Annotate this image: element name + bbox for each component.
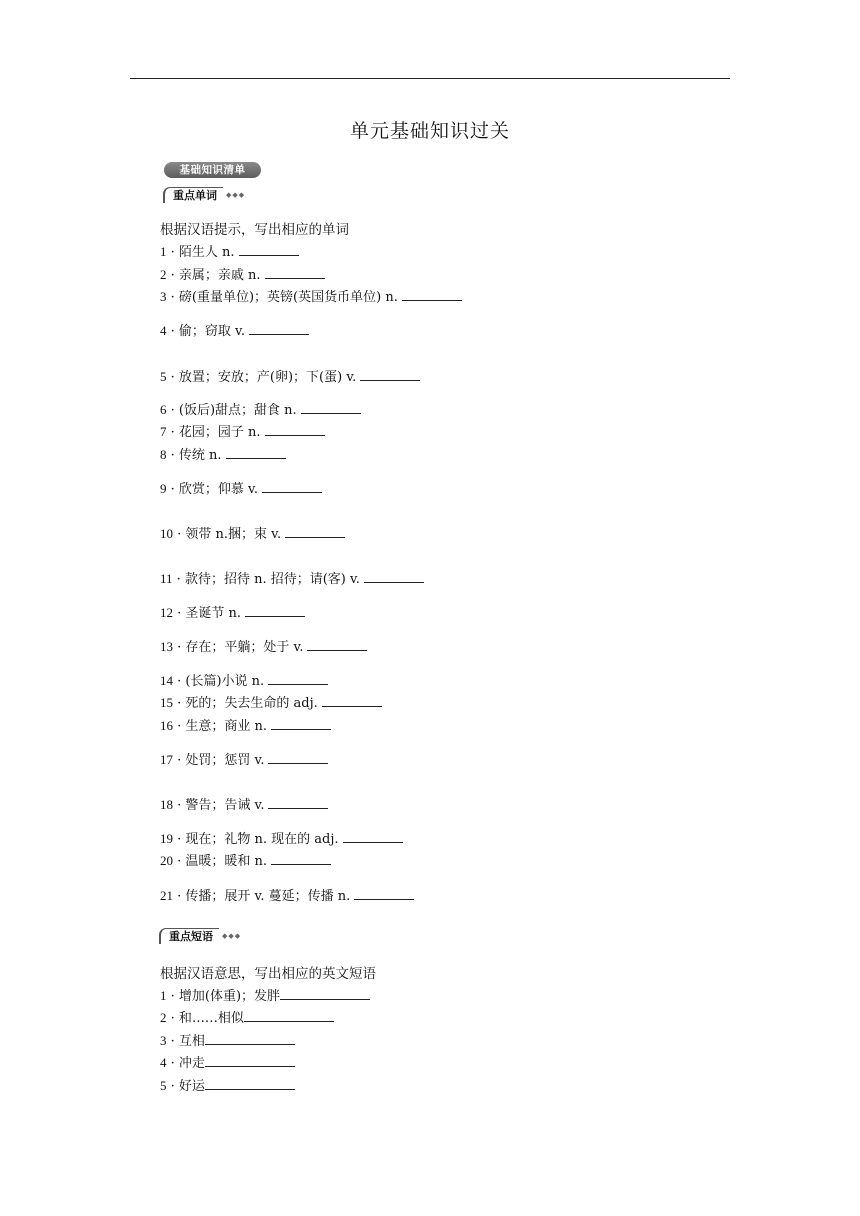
words-item-1 — [160, 241, 299, 260]
item-prompt: 死的；失去生命的 adj. — [185, 696, 318, 711]
separator: · — [166, 1034, 179, 1049]
words-item-13 — [160, 636, 367, 655]
answer-blank[interactable] — [285, 525, 345, 538]
separator: · — [166, 1011, 179, 1026]
words-item-21 — [160, 885, 414, 904]
item-number: 5 — [160, 369, 167, 384]
item-number: 13 — [160, 639, 173, 654]
item-number: 10 — [160, 526, 173, 541]
item-number: 8 — [160, 447, 167, 462]
words-item-16 — [160, 715, 331, 734]
separator: · — [173, 696, 186, 711]
separator: · — [166, 324, 179, 339]
words-item-7 — [160, 421, 325, 440]
separator: · — [173, 674, 186, 689]
item-number: 14 — [160, 673, 173, 688]
item-prompt: 款待；招待 n. 招待；请(客) v. — [184, 572, 360, 587]
words-item-17 — [160, 749, 328, 768]
separator: · — [166, 268, 179, 283]
item-number: 1 — [160, 244, 167, 259]
item-prompt: 传统 n. — [178, 448, 222, 463]
words-item-20 — [160, 850, 331, 869]
item-prompt: 陌生人 n. — [178, 245, 235, 260]
item-number: 4 — [160, 323, 167, 338]
answer-blank[interactable] — [205, 1077, 295, 1090]
separator: · — [166, 370, 179, 385]
separator: · — [173, 753, 186, 768]
item-prompt: 互相 — [178, 1034, 205, 1049]
answer-blank[interactable] — [402, 288, 462, 301]
answer-blank[interactable] — [268, 796, 328, 809]
separator: · — [173, 889, 186, 904]
section-badge: 基础知识清单 — [164, 162, 261, 178]
answer-blank[interactable] — [364, 570, 424, 583]
item-prompt: 好运 — [178, 1079, 205, 1094]
words-item-5 — [160, 366, 420, 385]
separator: · — [172, 572, 185, 587]
separator: · — [166, 403, 179, 418]
answer-blank[interactable] — [307, 638, 367, 651]
phrases-item-3 — [160, 1030, 295, 1049]
words-item-9 — [160, 478, 322, 497]
answer-blank[interactable] — [360, 368, 420, 381]
diamonds-icon: ◆◆◆ — [222, 932, 242, 940]
item-number: 19 — [160, 831, 173, 846]
words-item-10 — [160, 523, 345, 542]
item-number: 1 — [160, 988, 167, 1003]
words-item-14 — [160, 670, 328, 689]
item-number: 21 — [160, 888, 173, 903]
item-prompt: 温暖；暖和 n. — [185, 854, 268, 869]
item-prompt: 传播；展开 v. 蔓延；传播 n. — [185, 889, 351, 904]
item-prompt: 磅(重量单位)；英镑(英国货币单位) n. — [178, 290, 398, 305]
item-prompt: 偷；窃取 v. — [178, 324, 245, 339]
answer-blank[interactable] — [271, 852, 331, 865]
words-item-3 — [160, 286, 462, 305]
answer-blank[interactable] — [322, 694, 382, 707]
answer-blank[interactable] — [239, 243, 299, 256]
item-number: 11 — [160, 571, 173, 586]
words-section-label: 重点单词 — [163, 187, 223, 203]
item-prompt: 冲走 — [178, 1056, 205, 1071]
phrases-section-badge — [159, 927, 241, 945]
separator: · — [166, 1079, 179, 1094]
answer-blank[interactable] — [265, 266, 325, 279]
item-number: 4 — [160, 1055, 167, 1070]
words-item-15 — [160, 692, 382, 711]
item-prompt: 现在；礼物 n. 现在的 adj. — [185, 832, 339, 847]
phrases-item-5 — [160, 1075, 295, 1094]
item-number: 17 — [160, 752, 173, 767]
item-prompt: 领带 n.捆；束 v. — [185, 527, 282, 542]
answer-blank[interactable] — [244, 1009, 334, 1022]
item-prompt: 欣赏；仰慕 v. — [178, 482, 258, 497]
item-prompt: 和……相似 — [178, 1011, 244, 1026]
answer-blank[interactable] — [354, 887, 414, 900]
words-item-19 — [160, 828, 403, 847]
separator: · — [173, 719, 186, 734]
words-item-12 — [160, 602, 305, 621]
item-number: 9 — [160, 481, 167, 496]
separator: · — [166, 482, 179, 497]
item-number: 6 — [160, 402, 167, 417]
answer-blank[interactable] — [205, 1054, 295, 1067]
phrases-item-2 — [160, 1007, 334, 1026]
item-prompt: (饭后)甜点；甜食 n. — [178, 403, 297, 418]
item-prompt: 放置；安放；产(卵)；下(蛋) v. — [178, 370, 357, 385]
item-number: 18 — [160, 797, 173, 812]
words-item-6 — [160, 399, 361, 418]
words-section-badge — [163, 186, 245, 204]
diamonds-icon: ◆◆◆ — [226, 191, 246, 199]
answer-blank[interactable] — [205, 1032, 295, 1045]
separator: · — [166, 290, 179, 305]
answer-blank[interactable] — [268, 672, 328, 685]
answer-blank[interactable] — [249, 322, 309, 335]
item-number: 12 — [160, 605, 173, 620]
answer-blank[interactable] — [226, 446, 286, 459]
item-number: 20 — [160, 853, 173, 868]
item-prompt: 增加(体重)；发胖 — [178, 989, 281, 1004]
item-number: 7 — [160, 424, 167, 439]
answer-blank[interactable] — [245, 604, 305, 617]
words-item-18 — [160, 794, 328, 813]
answer-blank[interactable] — [280, 987, 370, 1000]
item-number: 2 — [160, 1010, 167, 1025]
phrases-section-label: 重点短语 — [159, 928, 219, 944]
item-prompt: 警告；告诫 v. — [185, 798, 265, 813]
item-number: 5 — [160, 1078, 167, 1093]
item-prompt: 亲属；亲戚 n. — [178, 268, 261, 283]
separator: · — [173, 798, 186, 813]
item-prompt: 存在；平躺；处于 v. — [185, 640, 304, 655]
top-rule — [130, 78, 730, 79]
words-instruction: 根据汉语提示，写出相应的单词 — [160, 222, 349, 238]
separator: · — [166, 425, 179, 440]
item-prompt: 处罚；惩罚 v. — [185, 753, 265, 768]
page-title: 单元基础知识过关 — [349, 120, 510, 142]
answer-blank[interactable] — [262, 480, 322, 493]
item-number: 3 — [160, 1033, 167, 1048]
answer-blank[interactable] — [301, 401, 361, 414]
answer-blank[interactable] — [265, 423, 325, 436]
separator: · — [166, 448, 179, 463]
separator: · — [173, 527, 186, 542]
item-number: 2 — [160, 267, 167, 282]
words-item-8 — [160, 444, 286, 463]
item-prompt: 圣诞节 n. — [185, 606, 242, 621]
separator: · — [173, 640, 186, 655]
phrases-item-1 — [160, 985, 370, 1004]
separator: · — [173, 606, 186, 621]
words-item-2 — [160, 264, 325, 283]
item-number: 3 — [160, 289, 167, 304]
separator: · — [173, 854, 186, 869]
item-prompt: (长篇)小说 n. — [185, 674, 265, 689]
answer-blank[interactable] — [271, 717, 331, 730]
item-number: 15 — [160, 695, 173, 710]
answer-blank[interactable] — [343, 830, 403, 843]
separator: · — [166, 1056, 179, 1071]
item-number: 16 — [160, 718, 173, 733]
phrases-instruction: 根据汉语意思，写出相应的英文短语 — [160, 966, 376, 982]
words-item-4 — [160, 320, 309, 339]
item-prompt: 生意；商业 n. — [185, 719, 268, 734]
item-prompt: 花园；园子 n. — [178, 425, 261, 440]
separator: · — [166, 245, 179, 260]
separator: · — [166, 989, 179, 1004]
separator: · — [173, 832, 186, 847]
answer-blank[interactable] — [268, 751, 328, 764]
words-item-11 — [160, 568, 424, 587]
phrases-item-4 — [160, 1052, 295, 1071]
